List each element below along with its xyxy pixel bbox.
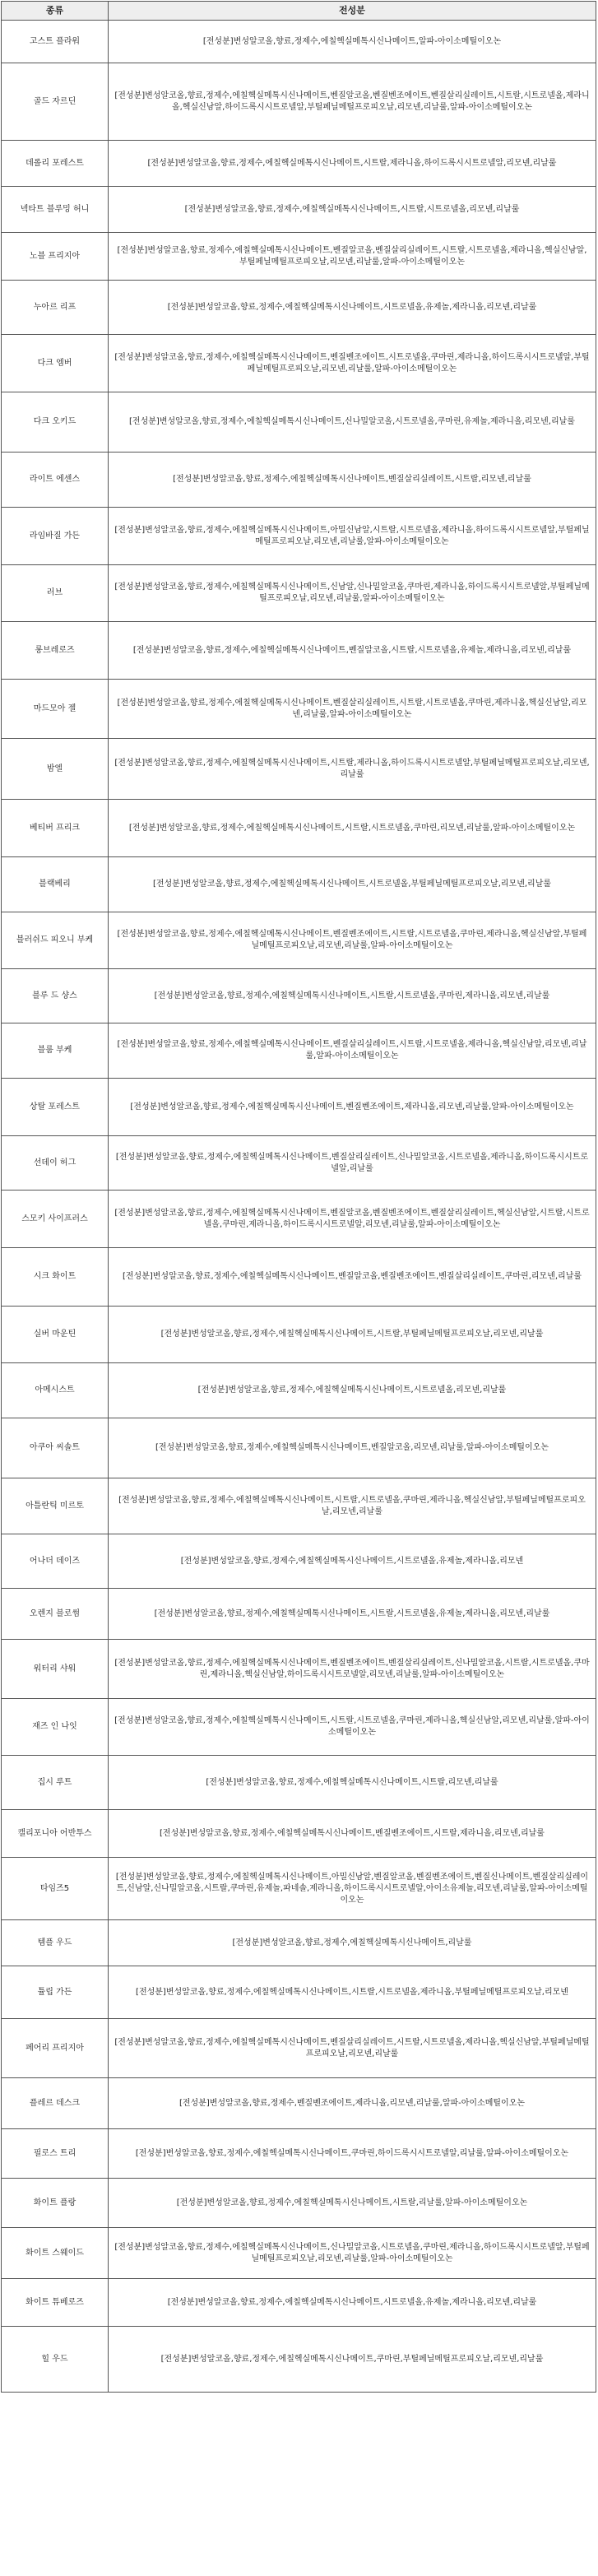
- ingredients-cell: [전성분]변성알코올,향료,정제수,에칠헥실메톡시신나메이트,벤질알코올,벤질벤조에이트,벤질살리실레이트,헥실신남알,시트랄,시트로넬올,쿠마린,제라니올,하이드록시시트로넬알,리모넨,리날룰,알파-아이소메틸이오논: [109, 1191, 596, 1248]
- ingredients-cell: [전성분]변성알코올,향료,정제수,에칠헥실메톡시신나메이트,시트로넬올,리모넨,리날룰: [109, 1363, 596, 1418]
- product-kind-cell: 실버 마운틴: [2, 1307, 109, 1363]
- table-row: [2, 1858, 596, 1920]
- ingredients-cell: [전성분]변성알코올,향료,정제수,에칠헥실메톡시신나메이트,벤질살리실레이트,신나밀알코올,시트로넬올,제라니올,하이드록시시트로넬알,리날룰: [109, 1136, 596, 1191]
- table-row: [2, 1023, 596, 1079]
- ingredients-cell: [전성분]변성알코올,향료,정제수,에칠헥실메톡시신나메이트,시트랄,제라니올,하이드록시시트로넬알,리모넨,리날룰: [109, 141, 596, 187]
- table-row: [2, 1534, 596, 1589]
- product-kind-cell: 플레르 데스크: [2, 2078, 109, 2129]
- table-row: [2, 2327, 596, 2393]
- table-row: [2, 281, 596, 335]
- product-kind-cell: 밤엘: [2, 739, 109, 800]
- table-row: [2, 1640, 596, 1699]
- product-kind-cell: 블룸 부케: [2, 1023, 109, 1079]
- table-row: [2, 2129, 596, 2179]
- ingredients-cell: [전성분]변성알코올,향료,정제수,에칠헥실메톡시신나메이트,시트랄,시트로넬올,쿠마린,리모넨,리날룰,알파-아이소메틸이오논: [109, 800, 596, 857]
- product-kind-cell: 롱브레로즈: [2, 622, 109, 680]
- ingredients-cell: [전성분]변성알코올,향료,정제수,에칠헥실메톡시신나메이트,벤질알코올,시트랄,시트로넬올,유제놀,제라니올,리모넨,리날룰: [109, 622, 596, 680]
- table-row: [2, 233, 596, 281]
- ingredients-cell: [전성분]변성알코올,향료,정제수,에칠헥실메톡시신나메이트,벤질살리실레이트,시트랄,시트로넬올,제라니올,헥실신남알,리모넨,리날룰,알파-아이소메틸이오논: [109, 1023, 596, 1079]
- ingredients-table: [1, 1, 596, 2393]
- product-kind-cell: 시크 화이트: [2, 1248, 109, 1307]
- table-row: [2, 187, 596, 233]
- product-kind-cell: 블러쉬드 피오니 부케: [2, 912, 109, 969]
- product-kind-cell: 다크 오키드: [2, 392, 109, 453]
- ingredients-cell: [전성분]변성알코올,향료,정제수,에칠헥실메톡시신나메이트,시트랄,부틸페닐메틸프로피오날,리모넨,리날룰: [109, 1307, 596, 1363]
- ingredients-cell: [전성분]변성알코올,향료,정제수,에칠헥실메톡시신나메이트,시트랄,리모넨,리날룰: [109, 1756, 596, 1810]
- table-row: [2, 622, 596, 680]
- table-row: [2, 1307, 596, 1363]
- product-kind-cell: 선데이 허그: [2, 1136, 109, 1191]
- table-row: [2, 680, 596, 739]
- product-kind-cell: 데롤리 포레스트: [2, 141, 109, 187]
- table-row: [2, 508, 596, 565]
- ingredients-cell: [전성분]변성알코올,향료,정제수,에칠헥실메톡시신나메이트,쿠마린,하이드록시시트로넬알,리날룰,알파-아이소메틸이오논: [109, 2129, 596, 2179]
- table-row: [2, 800, 596, 857]
- product-kind-cell: 상탈 포레스트: [2, 1079, 109, 1136]
- header-ingredients: 전성분: [109, 2, 596, 21]
- product-kind-cell: 페어리 프리지아: [2, 2019, 109, 2078]
- product-kind-cell: 화이트 스웨이드: [2, 2228, 109, 2279]
- table-row: [2, 1920, 596, 1966]
- product-kind-cell: 베티버 프리크: [2, 800, 109, 857]
- table-row: [2, 1699, 596, 1756]
- ingredients-cell: [전성분]변성알코올,향료,정제수,에칠헥실메톡시신나메이트,벤질벤조에이트,시트랄,시트로넬올,쿠마린,제라니올,헥실신남알,부틸페닐메틸프로피오날,리모넨,리날룰,알파-아이소메틸이오논: [109, 912, 596, 969]
- ingredients-cell: [전성분]변성알코올,향료,정제수,에칠헥실메톡시신나메이트,벤질벤조에이트,시트로넬올,쿠마린,제라니올,하이드록시시트로넬알,부틸페닐메틸프로피오날,리모넨,리날룰,알파-아이소메틸이오논: [109, 335, 596, 392]
- ingredients-cell: [전성분]변성알코올,향료,정제수,에칠헥실메톡시신나메이트,벤질살리실레이트,시트랄,리모넨,리날룰: [109, 453, 596, 508]
- product-kind-cell: 라임바질 가든: [2, 508, 109, 565]
- product-kind-cell: 아틀란틱 미르토: [2, 1478, 109, 1534]
- table-row: [2, 1248, 596, 1307]
- product-kind-cell: 재즈 인 나잇: [2, 1699, 109, 1756]
- table-row: [2, 1136, 596, 1191]
- ingredients-cell: [전성분]변성알코올,향료,정제수,에칠헥실메톡시신나메이트,시트랄,시트로넬올,유제놀,제라니올,리모넨,리날룰: [109, 1589, 596, 1640]
- ingredients-cell: [전성분]변성알코올,향료,정제수,벤질벤조에이트,제라니올,리모넨,리날룰,알파-아이소메틸이오논: [109, 2078, 596, 2129]
- ingredients-cell: [전성분]변성알코올,향료,정제수,에칠헥실메톡시신나메이트,시트랄,시트로넬올,쿠마린,제라니올,헥실신남알,부틸페닐메틸프로피오날,리모넨,리날룰: [109, 1478, 596, 1534]
- product-kind-cell: 노블 프리지아: [2, 233, 109, 281]
- ingredients-cell: [전성분]변성알코올,향료,정제수,에칠헥실메톡시신나메이트,시트로넬올,유제놀,제라니올,리모넨,리날룰: [109, 281, 596, 335]
- table-row: [2, 141, 596, 187]
- product-kind-cell: 누아르 리프: [2, 281, 109, 335]
- product-kind-cell: 블랙베리: [2, 857, 109, 912]
- product-kind-cell: 아메시스트: [2, 1363, 109, 1418]
- product-kind-cell: 러브: [2, 565, 109, 622]
- ingredients-cell: [전성분]변성알코올,향료,정제수,에칠헥실메톡시신나메이트,시트로넬올,부틸페닐메틸프로피오날,리모넨,리날룰: [109, 857, 596, 912]
- ingredients-cell: [전성분]변성알코올,향료,정제수,에칠헥실메톡시신나메이트,시트랄,제라니올,하이드록시시트로넬알,부틸페닐메틸프로피오날,리모넨,리날룰: [109, 739, 596, 800]
- table-row: [2, 335, 596, 392]
- table-row: [2, 2228, 596, 2279]
- ingredients-cell: [전성분]변성알코올,향료,정제수,에칠헥실메톡시신나메이트,아밀신남알,벤질알코올,벤질벤조에이트,벤질신나메이트,벤질살리실레이트,신남알,신나밀알코올,시트랄,쿠마린,유제놀,파네솔,제라니올,하이드록시시트로넬알,아이소유제놀,리모넨,리날룰,알파-아이소메틸이오논: [109, 1858, 596, 1920]
- ingredients-cell: [전성분]변성알코올,향료,정제수,에칠헥실메톡시신나메이트,시트랄,시트로넬올,쿠마린,제라니올,리모넨,리날룰: [109, 969, 596, 1023]
- product-kind-cell: 다크 엠버: [2, 335, 109, 392]
- table-row: [2, 857, 596, 912]
- ingredients-cell: [전성분]변성알코올,향료,정제수,에칠헥실메톡시신나메이트,벤질알코올,리모넨,리날룰,알파-아이소메틸이오논: [109, 1418, 596, 1478]
- ingredients-cell: [전성분]변성알코올,향료,정제수,에칠헥실메톡시신나메이트,시트랄,시트로넬올,쿠마린,제라니올,헥실신남알,리모넨,리날룰,알파-아이소메틸이오논: [109, 1699, 596, 1756]
- ingredients-cell: [전성분]변성알코올,향료,정제수,에칠헥실메톡시신나메이트,벤질벤조에이트,벤질살리실레이트,신나밀알코올,시트랄,시트로넬올,쿠마린,제라니올,헥실신남알,하이드록시시트로넬알,리모넨,리날룰,알파-아이소메틸이오논: [109, 1640, 596, 1699]
- product-kind-cell: 힐 우드: [2, 2327, 109, 2393]
- ingredients-cell: [전성분]변성알코올,향료,정제수,에칠헥실메톡시신나메이트,벤질알코올,벤질벤조에이트,벤질살리실레이트,시트랄,시트로넬올,제라니올,헥실신남알,하이드록시시트로넬알,부틸페닐메틸프로피오날,리모넨,리날룰,알파-아이소메틸이오논: [109, 63, 596, 141]
- product-kind-cell: 워터리 샤워: [2, 1640, 109, 1699]
- table-row: [2, 1079, 596, 1136]
- product-kind-cell: 템플 우드: [2, 1920, 109, 1966]
- header-row: [2, 2, 596, 21]
- product-kind-cell: 필로스 트리: [2, 2129, 109, 2179]
- ingredients-cell: [전성분]변성알코올,향료,정제수,에칠헥실메톡시신나메이트,벤질벤조에이트,시트랄,제라니올,리모넨,리날룰: [109, 1810, 596, 1858]
- product-kind-cell: 화이트 튜베로즈: [2, 2279, 109, 2327]
- ingredients-cell: [전성분]변성알코올,향료,정제수,에칠헥실메톡시신나메이트,벤질알코올,벤질살리실레이트,시트랄,시트로넬올,제라니올,헥실신남알,부틸페닐메틸프로피오날,리모넨,리날룰,알파-아이소메틸이오논: [109, 233, 596, 281]
- product-kind-cell: 블루 드 샹스: [2, 969, 109, 1023]
- table-row: [2, 2078, 596, 2129]
- table-row: [2, 1191, 596, 1248]
- table-row: [2, 392, 596, 453]
- ingredients-cell: [전성분]변성알코올,향료,정제수,에칠헥실메톡시신나메이트,시트랄,리날룰,알파-아이소메틸이오논: [109, 2179, 596, 2228]
- ingredients-cell: [전성분]변성알코올,향료,정제수,에칠헥실메톡시신나메이트,아밀신남알,시트랄,시트로넬올,제라니올,하이드록시시트로넬알,부틸페닐메틸프로피오날,리모넨,리날룰,알파-아이소메틸이오논: [109, 508, 596, 565]
- table-row: [2, 912, 596, 969]
- table-row: [2, 2279, 596, 2327]
- ingredients-cell: [전성분]변성알코올,향료,정제수,에칠헥실메톡시신나메이트,알파-아이소메틸이오논: [109, 21, 596, 63]
- product-kind-cell: 타임즈5: [2, 1858, 109, 1920]
- product-kind-cell: 넥타트 블루밍 허니: [2, 187, 109, 233]
- table-row: [2, 1418, 596, 1478]
- product-kind-cell: 고스트 플라워: [2, 21, 109, 63]
- ingredients-cell: [전성분]변성알코올,향료,정제수,에칠헥실메톡시신나메이트,벤질살리실레이트,시트랄,시트로넬올,제라니올,헥실신남알,부틸페닐메틸프로피오날,리모넨,리날룰: [109, 2019, 596, 2078]
- table-row: [2, 63, 596, 141]
- product-kind-cell: 집시 루트: [2, 1756, 109, 1810]
- ingredients-cell: [전성분]변성알코올,향료,정제수,에칠헥실메톡시신나메이트,시트랄,시트로넬올,제라니올,부틸페닐메틸프로피오날,리모넨: [109, 1966, 596, 2019]
- table-row: [2, 1756, 596, 1810]
- table-row: [2, 565, 596, 622]
- ingredients-cell: [전성분]변성알코올,향료,정제수,에칠헥실메톡시신나메이트,리날룰: [109, 1920, 596, 1966]
- product-kind-cell: 오렌지 블로썸: [2, 1589, 109, 1640]
- table-row: [2, 2179, 596, 2228]
- table-row: [2, 2019, 596, 2078]
- product-kind-cell: 튤립 가든: [2, 1966, 109, 2019]
- ingredients-cell: [전성분]변성알코올,향료,정제수,에칠헥실메톡시신나메이트,벤질벤조에이트,제라니올,리모넨,리날룰,알파-아이소메틸이오논: [109, 1079, 596, 1136]
- product-kind-cell: 캘리포니아 어반투스: [2, 1810, 109, 1858]
- ingredients-cell: [전성분]변성알코올,향료,정제수,에칠헥실메톡시신나메이트,쿠마린,부틸페닐메틸프로피오날,리모넨,리날룰: [109, 2327, 596, 2393]
- product-kind-cell: 스모키 사이프러스: [2, 1191, 109, 1248]
- table-body: [2, 21, 596, 2393]
- table-row: [2, 1589, 596, 1640]
- table-row: [2, 739, 596, 800]
- product-kind-cell: 마드모아 젤: [2, 680, 109, 739]
- ingredients-cell: [전성분]변성알코올,향료,정제수,에칠헥실메톡시신나메이트,벤질살리실레이트,시트랄,시트로넬올,쿠마린,제라니올,헥실신남알,리모넨,리날룰,알파-아이소메틸이오논: [109, 680, 596, 739]
- table-row: [2, 1810, 596, 1858]
- table-row: [2, 1363, 596, 1418]
- product-kind-cell: 어나더 데이즈: [2, 1534, 109, 1589]
- ingredients-cell: [전성분]변성알코올,향료,정제수,에칠헥실메톡시신나메이트,신나밀알코올,시트로넬올,쿠마린,제라니올,하이드록시시트로넬알,부틸페닐메틸프로피오날,리모넨,리날룰,알파-아이소메틸이오논: [109, 2228, 596, 2279]
- ingredients-cell: [전성분]변성알코올,향료,정제수,에칠헥실메톡시신나메이트,신나밀알코올,시트로넬올,쿠마린,유제놀,제라니올,리모넨,리날룰: [109, 392, 596, 453]
- table-row: [2, 1478, 596, 1534]
- table-row: [2, 969, 596, 1023]
- product-kind-cell: 화이트 플랑: [2, 2179, 109, 2228]
- table-row: [2, 1966, 596, 2019]
- table-row: [2, 21, 596, 63]
- ingredients-cell: [전성분]변성알코올,향료,정제수,에칠헥실메톡시신나메이트,벤질알코올,벤질벤조에이트,벤질살리실레이트,쿠마린,리모넨,리날룰: [109, 1248, 596, 1307]
- header-kind: 종류: [2, 2, 109, 21]
- ingredients-cell: [전성분]변성알코올,향료,정제수,에칠헥실메톡시신나메이트,시트랄,시트로넬올,리모넨,리날룰: [109, 187, 596, 233]
- product-kind-cell: 라이트 에센스: [2, 453, 109, 508]
- product-kind-cell: 아쿠아 씨솔트: [2, 1418, 109, 1478]
- product-kind-cell: 골드 자르딘: [2, 63, 109, 141]
- table-row: [2, 453, 596, 508]
- ingredients-cell: [전성분]변성알코올,향료,정제수,에칠헥실메톡시신나메이트,신남알,신나밀알코올,쿠마린,제라니올,하이드록시시트로넬알,부틸페닐메틸프로피오날,리모넨,리날룰,알파-아이소메틸이오논: [109, 565, 596, 622]
- ingredients-cell: [전성분]변성알코올,향료,정제수,에칠헥실메톡시신나메이트,시트로넬올,유제놀,제라니올,리모넨: [109, 1534, 596, 1589]
- ingredients-cell: [전성분]변성알코올,향료,정제수,에칠헥실메톡시신나메이트,시트로넬올,유제놀,제라니올,리모넨,리날룰: [109, 2279, 596, 2327]
